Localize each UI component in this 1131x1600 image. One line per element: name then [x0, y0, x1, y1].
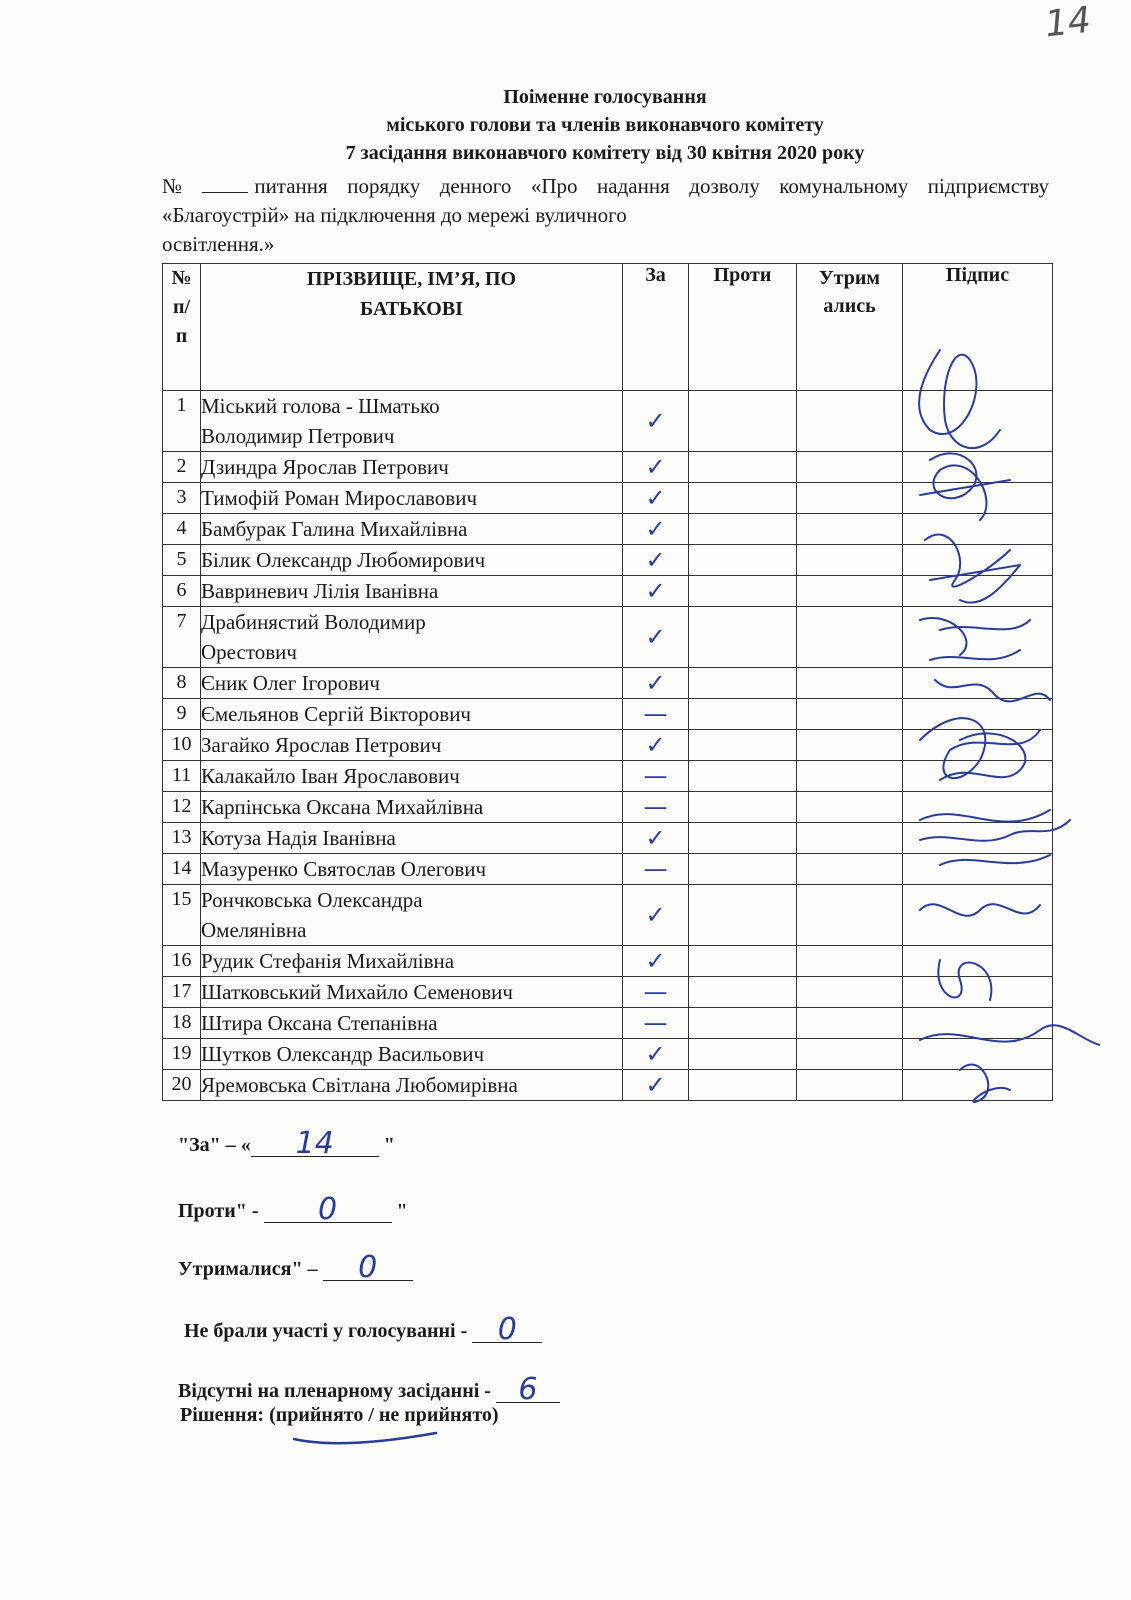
vote-abstained-cell	[797, 668, 903, 699]
vote-mark: ✓	[623, 607, 689, 668]
vote-against-cell	[689, 668, 797, 699]
tally-for-label: "За" – «	[178, 1134, 251, 1156]
vote-against-cell	[689, 792, 797, 823]
vote-abstained-cell	[797, 1039, 903, 1070]
vote-against-cell	[689, 730, 797, 761]
member-name-line: Бамбурак Галина Михайлівна	[201, 517, 468, 541]
vote-mark: ✓	[623, 391, 689, 452]
member-name-line: Мазуренко Святослав Олегович	[201, 857, 487, 881]
vote-mark: ✓	[623, 545, 689, 576]
row-number: 3	[163, 483, 201, 514]
vote-abstained-cell	[797, 854, 903, 885]
decision-underline	[290, 1425, 440, 1449]
row-number: 6	[163, 576, 201, 607]
member-name	[201, 607, 623, 668]
member-name	[201, 545, 623, 576]
vote-against-cell	[689, 1039, 797, 1070]
agenda-text-1: питання порядку денного «Про надання дозволу комунальному	[254, 174, 909, 198]
member-name-line: Ємельянов Сергій Вікторович	[201, 702, 471, 726]
vote-abstained-cell	[797, 1070, 903, 1101]
vote-abstained-cell	[797, 391, 903, 452]
member-name-line: Міський голова - Шматько	[201, 394, 440, 418]
row-number: 4	[163, 514, 201, 545]
member-name-line: Шатковський Михайло Семенович	[201, 980, 513, 1004]
row-number: 20	[163, 1070, 201, 1101]
tally-not-voted-value: 0	[472, 1318, 542, 1343]
row-number: 14	[163, 854, 201, 885]
vote-against-cell	[689, 1070, 797, 1101]
tally-absent	[178, 1372, 560, 1407]
row-number: 7	[163, 607, 201, 668]
header-name: ПРІЗВИЩЕ, ІМ’Я, ПО БАТЬКОВІ	[201, 264, 623, 391]
document-title: Поіменне голосування	[503, 86, 707, 108]
vote-mark: —	[623, 699, 689, 730]
member-name	[201, 854, 623, 885]
tally-for	[178, 1126, 395, 1161]
member-name-line: Загайко Ярослав Петрович	[201, 733, 442, 757]
vote-against-cell	[689, 823, 797, 854]
row-number: 13	[163, 823, 201, 854]
row-number: 17	[163, 977, 201, 1008]
vote-abstained-cell	[797, 977, 903, 1008]
vote-against-cell	[689, 391, 797, 452]
vote-against-cell	[689, 483, 797, 514]
tally-against-close: "	[396, 1200, 408, 1222]
row-number: 8	[163, 668, 201, 699]
agenda-text-3: освітлення.»	[162, 232, 275, 256]
member-name-line: Рудик Стефанія Михайлівна	[201, 949, 455, 973]
row-number: 12	[163, 792, 201, 823]
vote-abstained-cell	[797, 576, 903, 607]
vote-against-cell	[689, 576, 797, 607]
vote-against-cell	[689, 885, 797, 946]
tally-absent-label: Відсутні на пленарному засіданні -	[178, 1380, 491, 1402]
vote-against-cell	[689, 761, 797, 792]
row-number: 5	[163, 545, 201, 576]
vote-against-cell	[689, 1008, 797, 1039]
vote-against-cell	[689, 452, 797, 483]
member-name-line: Рончковська Олександра	[201, 888, 423, 912]
member-name	[201, 668, 623, 699]
member-name	[201, 1070, 623, 1101]
header-for: За	[623, 264, 689, 391]
tally-abstained-label: Утрималися" –	[178, 1258, 318, 1280]
member-name	[201, 576, 623, 607]
signature-scribbles	[900, 320, 1100, 1110]
vote-abstained-cell	[797, 946, 903, 977]
vote-mark: ✓	[623, 946, 689, 977]
member-name-line: Тимофій Роман Мирославович	[201, 486, 478, 510]
decision-accepted: (прийнято	[269, 1404, 364, 1426]
member-name	[201, 977, 623, 1008]
vote-abstained-cell	[797, 514, 903, 545]
vote-abstained-cell	[797, 885, 903, 946]
member-name-line: Вавриневич Лілія Іванівна	[201, 579, 439, 603]
member-name-line: Калакайло Іван Ярославович	[201, 764, 460, 788]
vote-abstained-cell	[797, 730, 903, 761]
vote-mark: ✓	[623, 730, 689, 761]
row-number: 2	[163, 452, 201, 483]
decision-label: Рішення:	[180, 1404, 265, 1426]
decision-rest: / не прийнято)	[363, 1404, 499, 1426]
member-name-line: Єник Олег Ігорович	[201, 671, 380, 695]
vote-mark: ✓	[623, 483, 689, 514]
member-name	[201, 792, 623, 823]
tally-absent-value: 6	[496, 1378, 560, 1403]
row-number: 18	[163, 1008, 201, 1039]
tally-not-voted-label: Не брали участі у голосуванні -	[184, 1320, 468, 1342]
header-against: Проти	[689, 264, 797, 391]
member-name	[201, 885, 623, 946]
header-signature: Підпис	[903, 264, 1053, 391]
agenda-no-blank	[202, 192, 248, 193]
vote-mark: ✓	[623, 452, 689, 483]
vote-mark: ✓	[623, 514, 689, 545]
vote-abstained-cell	[797, 483, 903, 514]
agenda-item	[162, 172, 1049, 259]
vote-mark: ✓	[623, 1039, 689, 1070]
member-name	[201, 699, 623, 730]
member-name	[201, 730, 623, 761]
member-name	[201, 946, 623, 977]
page-number: 14	[1043, 0, 1094, 46]
tally-abstained-value: 0	[323, 1256, 413, 1281]
document-subtitle: міського голови та членів виконавчого комітету	[386, 114, 824, 136]
row-number: 16	[163, 946, 201, 977]
tally-against-value: 0	[264, 1198, 392, 1223]
meeting-line: 7 засідання виконавчого комітету від 30 квітня 2020 року	[345, 142, 865, 164]
vote-mark: ✓	[623, 823, 689, 854]
vote-against-cell	[689, 854, 797, 885]
member-name-line: Шутков Олександр Васильович	[201, 1042, 485, 1066]
vote-mark: ✓	[623, 885, 689, 946]
vote-against-cell	[689, 545, 797, 576]
vote-abstained-cell	[797, 607, 903, 668]
vote-mark: —	[623, 792, 689, 823]
member-name-line: Штира Оксана Степанівна	[201, 1011, 438, 1035]
vote-mark: ✓	[623, 668, 689, 699]
row-number: 11	[163, 761, 201, 792]
member-name-line: Котуза Надія Іванівна	[201, 826, 396, 850]
row-number: 19	[163, 1039, 201, 1070]
member-name	[201, 452, 623, 483]
member-name	[201, 391, 623, 452]
vote-against-cell	[689, 607, 797, 668]
vote-mark: ✓	[623, 1070, 689, 1101]
member-name	[201, 1008, 623, 1039]
tally-for-value: 14	[251, 1132, 379, 1157]
member-name-line: Яремовська Світлана Любомирівна	[201, 1073, 518, 1097]
header-number: № п/ п	[163, 264, 201, 391]
vote-abstained-cell	[797, 452, 903, 483]
vote-abstained-cell	[797, 823, 903, 854]
vote-abstained-cell	[797, 792, 903, 823]
row-number: 10	[163, 730, 201, 761]
row-number: 9	[163, 699, 201, 730]
agenda-text-2: підприємству «Благоустрій» на підключення до мережі вуличного	[162, 174, 1050, 227]
member-name	[201, 483, 623, 514]
tally-against-label: Проти" -	[178, 1200, 259, 1222]
vote-abstained-cell	[797, 1008, 903, 1039]
member-name-line: Володимир Петрович	[201, 424, 395, 448]
vote-mark: —	[623, 761, 689, 792]
vote-mark: —	[623, 1008, 689, 1039]
tally-not-voted	[184, 1312, 542, 1347]
decision	[180, 1404, 499, 1427]
member-name-line: Карпінська Оксана Михайлівна	[201, 795, 484, 819]
vote-abstained-cell	[797, 761, 903, 792]
member-name	[201, 514, 623, 545]
member-name	[201, 1039, 623, 1070]
vote-abstained-cell	[797, 699, 903, 730]
vote-against-cell	[689, 946, 797, 977]
tally-against	[178, 1192, 408, 1227]
member-name-line: Драбинястий Володимир	[201, 610, 426, 634]
member-name	[201, 823, 623, 854]
vote-against-cell	[689, 514, 797, 545]
vote-mark: —	[623, 854, 689, 885]
vote-mark: —	[623, 977, 689, 1008]
member-name-line: Білик Олександр Любомирович	[201, 548, 486, 572]
vote-mark: ✓	[623, 576, 689, 607]
vote-against-cell	[689, 977, 797, 1008]
member-name-line: Дзиндра Ярослав Петрович	[201, 455, 449, 479]
member-name-line: Омелянівна	[201, 918, 307, 942]
member-name	[201, 761, 623, 792]
tally-for-close: "	[383, 1134, 395, 1156]
member-name-line: Орестович	[201, 640, 297, 664]
tally-abstained	[178, 1250, 413, 1285]
row-number: 15	[163, 885, 201, 946]
agenda-no-symbol: №	[162, 174, 197, 198]
vote-abstained-cell	[797, 545, 903, 576]
row-number: 1	[163, 391, 201, 452]
vote-against-cell	[689, 699, 797, 730]
header-abstained: Утрим ались	[797, 264, 903, 391]
